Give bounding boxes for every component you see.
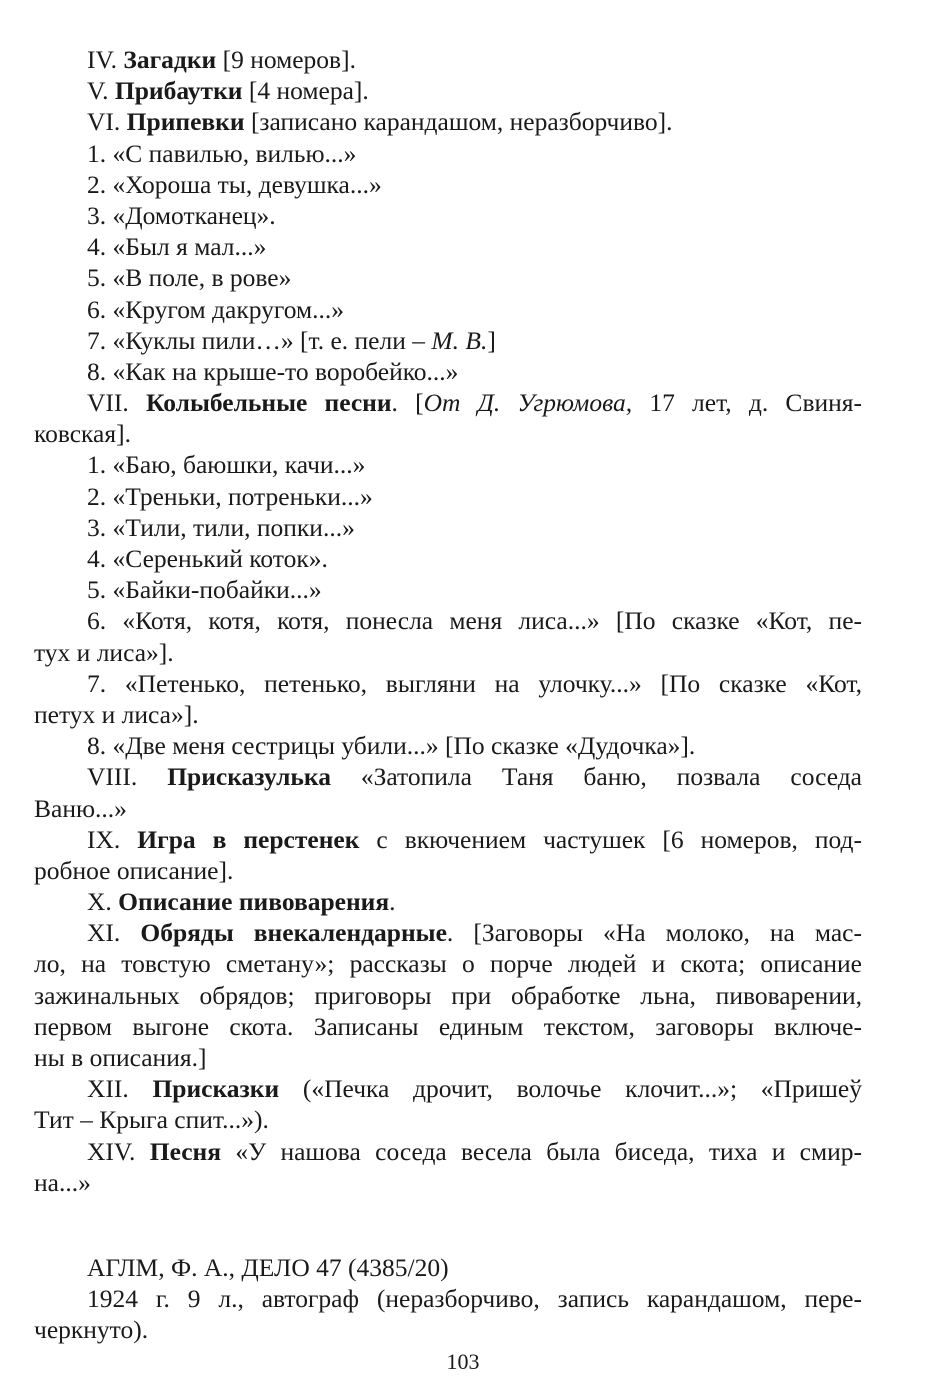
section-title: Присказулька	[167, 762, 331, 792]
list-item: 8. «Как на крыше-то воробейко...»	[87, 356, 459, 386]
section-title: Загадки	[123, 45, 217, 74]
section-xii: XII. Присказки («Печка дрочит, волочье клочит...»; «Пришеў	[87, 1074, 862, 1104]
list-item: 5. «В поле, в рове»	[87, 263, 292, 293]
list-item: 1. «Баю, баюшки, качи...»	[87, 450, 366, 480]
archive-description: 1924 г. 9 л., автограф (неразборчиво, запись карандашом, пере-	[87, 1284, 862, 1314]
section-title: Описание пивоварения	[118, 887, 390, 917]
list-item: 3. «Тили, тили, попки...»	[87, 512, 355, 542]
section-iv: IV. Загадки [9 номеров].	[87, 45, 356, 74]
section-title: Игра в перстенек	[137, 824, 360, 854]
page-number: 103	[446, 1349, 480, 1374]
archive-description-cont: черкнуто).	[34, 1315, 149, 1345]
list-item: 4. «Был я мал...»	[87, 232, 267, 262]
section-title: Обряды внекалендарные	[140, 918, 447, 948]
list-item: 2. «Хороша ты, девушка...»	[87, 169, 382, 199]
section-vii: VII. Колыбельные песни. [От Д. Угрюмова, 17 лет, д. Свиня-	[87, 388, 862, 418]
list-item-cont: петух и лиса»].	[34, 699, 199, 729]
section-x: X. Описание пивоварения.	[87, 887, 396, 917]
section-xi-cont: первом выгоне скота. Записаны единым текстом, заговоры включе-	[34, 1011, 862, 1041]
list-item: 1. «С павилью, вилью...»	[87, 138, 357, 168]
list-item: 2. «Треньки, потреньки...»	[87, 481, 373, 511]
list-item: 3. «Домотканец».	[87, 200, 276, 230]
section-vi: VI. Припевки [записано карандашом, неразборчиво].	[87, 107, 673, 137]
list-item: 7. «Петенько, петенько, выгляни на улочку...» [По сказке «Кот,	[87, 668, 862, 698]
section-title: Прибаутки	[114, 76, 243, 106]
archive-heading: АГЛМ, Ф. А., ДЕЛО 47 (4385/20)	[87, 1252, 449, 1282]
list-item: 7. «Куклы пили…» [т. е. пели – М. В.]	[87, 325, 496, 355]
list-item: 6. «Кругом дакругом...»	[87, 294, 344, 324]
list-item: 8. «Две меня сестрицы убили...» [По сказке «Дудочка»].	[87, 731, 696, 761]
section-title: Колыбельные песни	[146, 388, 392, 418]
body-text	[34, 44, 862, 1346]
section-v: V. Прибаутки [4 номера].	[87, 76, 369, 106]
section-xi-cont: ло, на товстую сметану»; рассказы о порче людей и скота; описание	[34, 949, 862, 979]
list-item-cont: тух и лиса»].	[34, 637, 174, 667]
section-xiv-cont: на...»	[34, 1167, 91, 1197]
section-xi-cont: ны в описания.]	[34, 1043, 207, 1072]
section-viii-cont: Ваню...»	[34, 793, 127, 823]
section-xi: XI. Обряды внекалендарные. [Заговоры «На молоко, на мас-	[87, 918, 862, 948]
section-ix-cont: робное описание].	[34, 855, 234, 885]
section-title: Песня	[149, 1136, 222, 1166]
section-vii-cont: ковская].	[34, 419, 131, 449]
spacer	[34, 1198, 862, 1252]
list-item: 5. «Байки-побайки...»	[87, 575, 322, 605]
section-xii-cont: Тит – Крыга спит...»).	[34, 1105, 269, 1135]
section-xiv: XIV. Песня «У нашова соседа весела была биседа, тиха и смир-	[87, 1136, 862, 1166]
section-xi-cont: зажинальных обрядов; приговоры при обработке льна, пивоварении,	[34, 980, 862, 1010]
section-ix: IX. Игра в перстенек с вкючением частушек [6 номеров, под-	[87, 824, 863, 854]
list-item: 6. «Котя, котя, котя, понесла меня лиса...» [По сказке «Кот, пе-	[87, 606, 862, 636]
list-item: 4. «Серенький коток».	[87, 544, 328, 573]
section-title: Припевки	[126, 107, 245, 137]
section-title: Присказки	[152, 1074, 280, 1104]
section-viii: VIII. Присказулька «Затопила Таня баню, позвала соседа	[87, 762, 862, 792]
